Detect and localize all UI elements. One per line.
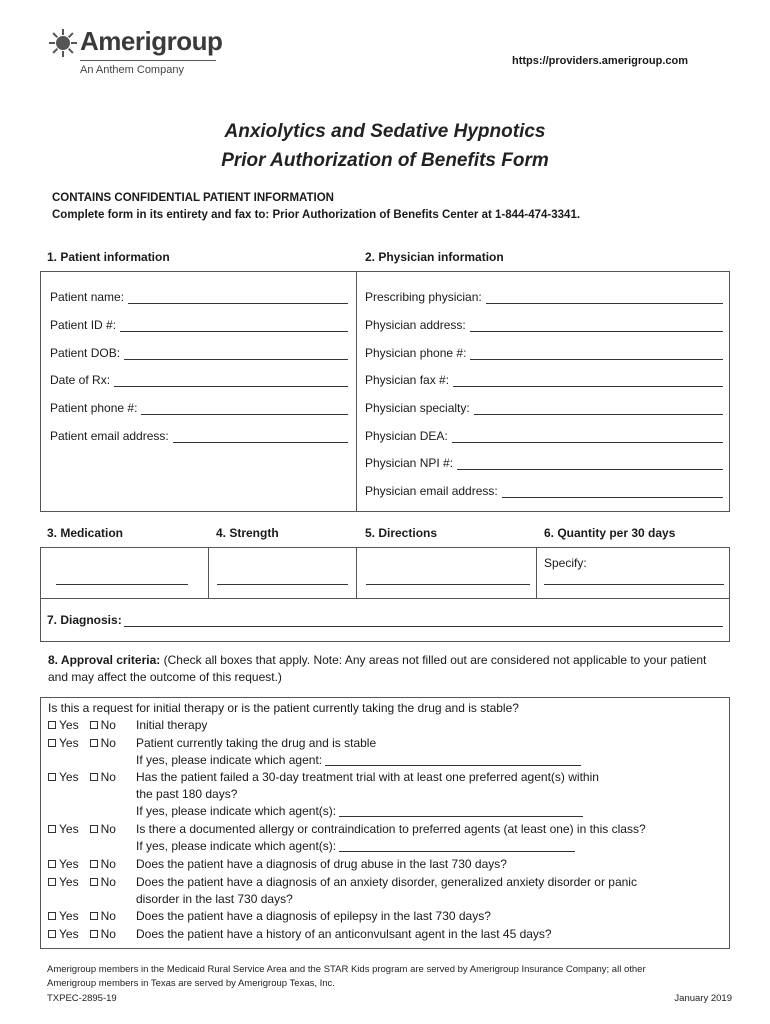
field-label: Physician DEA: [365, 429, 448, 443]
yes-checkbox[interactable]: Yes [48, 769, 79, 786]
allergy-agent-question: If yes, please indicate which agent(s): [136, 838, 575, 855]
patient-name-field[interactable] [50, 290, 348, 304]
form-id: TXPEC-2895-19 [47, 993, 117, 1004]
strength-input[interactable] [217, 573, 348, 585]
field-label: Patient ID #: [50, 318, 117, 332]
allergy-agent-input[interactable] [339, 840, 575, 852]
patient-section-heading: 1. Patient information [47, 250, 170, 264]
yes-checkbox[interactable]: Yes [48, 717, 79, 734]
prescribing-physician-field[interactable] [365, 290, 723, 304]
physician-address-field[interactable] [365, 318, 723, 332]
no-checkbox[interactable]: No [90, 856, 116, 873]
yes-checkbox[interactable]: Yes [48, 856, 79, 873]
field-label: Patient DOB: [50, 346, 121, 360]
patient-id-field[interactable] [50, 318, 348, 332]
approval-criteria-heading [48, 652, 728, 686]
strength-divider [356, 547, 357, 598]
field-label: Physician specialty: [365, 401, 470, 415]
trial-agent-input[interactable] [339, 805, 583, 817]
no-checkbox[interactable]: No [90, 926, 116, 943]
physician-dea-field[interactable] [365, 429, 723, 443]
form-title-line2: Prior Authorization of Benefits Form [221, 150, 549, 171]
no-checkbox[interactable]: No [90, 735, 116, 752]
no-checkbox[interactable]: No [90, 908, 116, 925]
patient-phone-field[interactable] [50, 401, 348, 415]
drug-abuse-question: Does the patient have a diagnosis of drug abuse in the last 730 days? [136, 857, 507, 871]
field-label: Physician address: [365, 318, 466, 332]
medication-input[interactable] [56, 573, 188, 585]
medication-divider [208, 547, 209, 598]
revision-date: January 2019 [674, 993, 732, 1004]
initial-therapy-options [48, 717, 116, 734]
physician-npi-field[interactable] [365, 456, 723, 470]
directions-heading: 5. Directions [365, 526, 438, 540]
quantity-input[interactable] [544, 573, 724, 585]
current-therapy-label: Patient currently taking the drug and is stable [136, 736, 377, 750]
physician-phone-field[interactable] [365, 346, 723, 360]
field-label: Patient phone #: [50, 401, 138, 415]
fax-instructions: Complete form in its entirety and fax to: Prior Authorization of Benefits Center at 1-844-474-3341. [52, 209, 581, 221]
provider-url[interactable]: https://providers.amerigroup.com [511, 55, 688, 67]
date-of-rx-field[interactable] [50, 373, 348, 387]
field-label: Physician fax #: [365, 373, 450, 387]
field-label: Patient email address: [50, 429, 169, 443]
patient-email-field[interactable] [50, 429, 348, 443]
field-label: Date of Rx: [50, 373, 111, 387]
initial-therapy-label: Initial therapy [136, 718, 208, 732]
current-agent-input[interactable] [325, 754, 581, 766]
form-title-line1: Anxiolytics and Sedative Hypnotics [224, 121, 546, 142]
drug-abuse-options [48, 856, 116, 873]
yes-checkbox[interactable]: Yes [48, 735, 79, 752]
physician-specialty-field[interactable] [365, 401, 723, 415]
field-label: Physician NPI #: [365, 456, 454, 470]
field-label: Physician phone #: [365, 346, 467, 360]
field-label: Physician email address: [365, 484, 498, 498]
trial-options [48, 769, 116, 786]
allergy-question: Is there a documented allergy or contraindication to preferred agents (at least one) in this class? [136, 822, 646, 836]
current-therapy-options [48, 735, 116, 752]
patient-dob-field[interactable] [50, 346, 348, 360]
no-checkbox[interactable]: No [90, 769, 116, 786]
quantity-specify-label: Specify: [544, 556, 587, 570]
directions-divider [536, 547, 537, 598]
confidential-notice: CONTAINS CONFIDENTIAL PATIENT INFORMATION [52, 192, 334, 204]
anxiety-question-line2: disorder in the last 730 days? [136, 892, 293, 906]
allergy-options [48, 821, 116, 838]
yes-checkbox[interactable]: Yes [48, 926, 79, 943]
footer-line2: Amerigroup members in Texas are served by Amerigroup Texas, Inc. [47, 978, 335, 989]
yes-checkbox[interactable]: Yes [48, 908, 79, 925]
diagnosis-divider [40, 598, 730, 599]
epilepsy-options [48, 908, 116, 925]
therapy-question: Is this a request for initial therapy or is the patient currently taking the drug and is stable? [48, 701, 519, 715]
anticonvulsant-question: Does the patient have a history of an anticonvulsant agent in the last 45 days? [136, 927, 552, 941]
anxiety-options [48, 874, 116, 891]
approval-criteria-label: 8. Approval criteria: [48, 653, 161, 667]
physician-fax-field[interactable] [365, 373, 723, 387]
field-label: Patient name: [50, 290, 125, 304]
yes-checkbox[interactable]: Yes [48, 821, 79, 838]
epilepsy-question: Does the patient have a diagnosis of epilepsy in the last 730 days? [136, 909, 491, 923]
directions-input[interactable] [366, 573, 530, 585]
footer-line1: Amerigroup members in the Medicaid Rural Service Area and the STAR Kids program are served by Amerigroup Insurance Company; all other [47, 964, 646, 975]
yes-checkbox[interactable]: Yes [48, 874, 79, 891]
physician-email-field[interactable] [365, 484, 723, 498]
brand-tagline: An Anthem Company [80, 64, 184, 76]
sunburst-logo-icon [48, 28, 78, 58]
physician-section-heading: 2. Physician information [365, 250, 504, 264]
trial-question-line1: Has the patient failed a 30-day treatment trial with at least one preferred agent(s) within [136, 770, 599, 784]
no-checkbox[interactable]: No [90, 717, 116, 734]
no-checkbox[interactable]: No [90, 821, 116, 838]
medication-box [40, 547, 730, 642]
brand-name: Amerigroup [80, 26, 223, 56]
info-box [40, 271, 730, 512]
no-checkbox[interactable]: No [90, 874, 116, 891]
current-agent-question: If yes, please indicate which agent: [136, 752, 581, 769]
trial-agent-question: If yes, please indicate which agent(s): [136, 803, 583, 820]
logo-divider [80, 60, 216, 61]
approval-criteria-note: (Check all boxes that apply. Note: Any areas not filled out are considered not applicable to your patient and may affect the outcome of this request.) [48, 653, 707, 684]
anxiety-question-line1: Does the patient have a diagnosis of an anxiety disorder, generalized anxiety disorder or panic [136, 875, 637, 889]
diagnosis-label: 7. Diagnosis: [47, 613, 122, 627]
field-label: Prescribing physician: [365, 290, 482, 304]
medication-heading: 3. Medication [47, 526, 124, 540]
diagnosis-field[interactable] [47, 613, 723, 627]
quantity-heading: 6. Quantity per 30 days [544, 526, 676, 540]
trial-question-line2: the past 180 days? [136, 787, 238, 801]
info-divider [356, 271, 357, 512]
strength-heading: 4. Strength [216, 526, 279, 540]
anticonvulsant-options [48, 926, 116, 943]
